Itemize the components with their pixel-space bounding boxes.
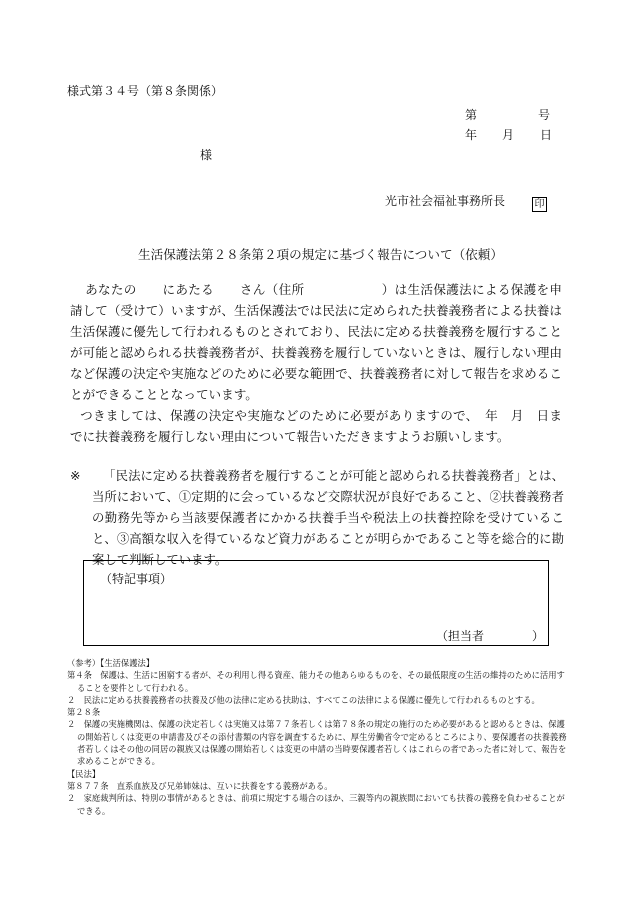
reference-section bbox=[67, 657, 567, 817]
date-year: 年 bbox=[465, 128, 478, 142]
sender-name: 光市社会福祉事務所長 bbox=[385, 194, 506, 208]
note-text: 「民法に定める扶養義務者を履行することが可能と認められる扶養義務者」とは、当所において、①定期的に会っているなど交際状況が良好であること、②扶養義務者の勤務先等から当該要保護者にかかる扶養手当や税法上の扶養控除を受けていること、③高額な収入を得ているなど資力があることが明らかであること等を総合的に勘案して判断しています。 bbox=[92, 468, 564, 567]
date-month: 月 bbox=[502, 128, 515, 142]
reference-civil-heading: 【民法】 bbox=[67, 768, 101, 779]
reference-article-28: 第２８条 bbox=[67, 707, 101, 718]
reference-article-877-2: ２ 家庭裁判所は、特別の事情があるときは、前項に規定する場合のほか、三親等内の親族間においても扶養の義務を負わせることができる。 bbox=[67, 793, 565, 816]
form-number: 様式第３４号（第８条関係） bbox=[67, 84, 224, 98]
body-paragraph-2: つきましては、保護の決定や実施などのために必要がありますので、 年 月 日までに扶養義務を履行しない理由について報告いただきますようお願いします。 bbox=[70, 408, 562, 444]
staff-field: （担当者 ） bbox=[436, 629, 545, 643]
date-day: 日 bbox=[540, 128, 553, 142]
special-notes-box bbox=[83, 560, 549, 646]
reference-article-4-2: ２ 民法に定める扶養義務者の扶養及び他の法律に定める扶助は、すべてこの法律による保護に優先して行われるものとする。 bbox=[67, 694, 540, 705]
document-title: 生活保護法第２８条第２項の規定に基づく報告について（依頼） bbox=[138, 247, 503, 262]
doc-no-prefix: 第 bbox=[465, 108, 478, 122]
seal-mark bbox=[532, 192, 547, 212]
note-section bbox=[70, 465, 564, 570]
special-notes-heading: （特記事項） bbox=[100, 572, 173, 586]
seal-icon: 印 bbox=[532, 197, 547, 212]
reference-article-4: 第４条 保護は、生活に困窮する者が、その利用し得る資産、能力その他あらゆるものを、その最低限度の生活の維持のために活用することを要件として行われる。 bbox=[67, 670, 565, 693]
addressee-suffix: 様 bbox=[200, 148, 213, 162]
body-text bbox=[70, 279, 562, 447]
reference-heading: （参考）【生活保護法】 bbox=[67, 658, 155, 668]
reference-article-28-2: ２ 保護の実施機関は、保護の決定若しくは実施又は第７７条若しくは第７８条の規定の施行のため必要があると認めるときは、保護の開始若しくは変更の申請書及びその添付書類の内容を調査するために、厚生労働省令で定めるところにより、要保護者の扶養義務者若しくはその他の同居の親族又は保護の開始若しくは変更の申請の当時要保護者若しくはこれらの者であった者に対して、報告を求めることができる。 bbox=[67, 719, 567, 767]
reference-article-877: 第８７７条 直系血族及び兄弟姉妹は、互いに扶養をする義務がある。 bbox=[67, 780, 333, 791]
body-paragraph-1: あなたの にあたる さん（住所 ）は生活保護法による保護を申請して（受けて）いますが、生活保護法では民法に定められた扶養義務者による扶養は生活保護に優先して行われるものとされており、民法に定める扶養義務を履行することが可能と認められる扶養義務者が、扶養義務を履行していないときは、履行しない理由など保護の決定や実施などのために必要な範囲で、扶養義務者に対して報告を求めることができることとなっています。 bbox=[70, 282, 562, 402]
doc-no-suffix: 号 bbox=[538, 108, 551, 122]
note-mark: ※ bbox=[70, 468, 81, 483]
